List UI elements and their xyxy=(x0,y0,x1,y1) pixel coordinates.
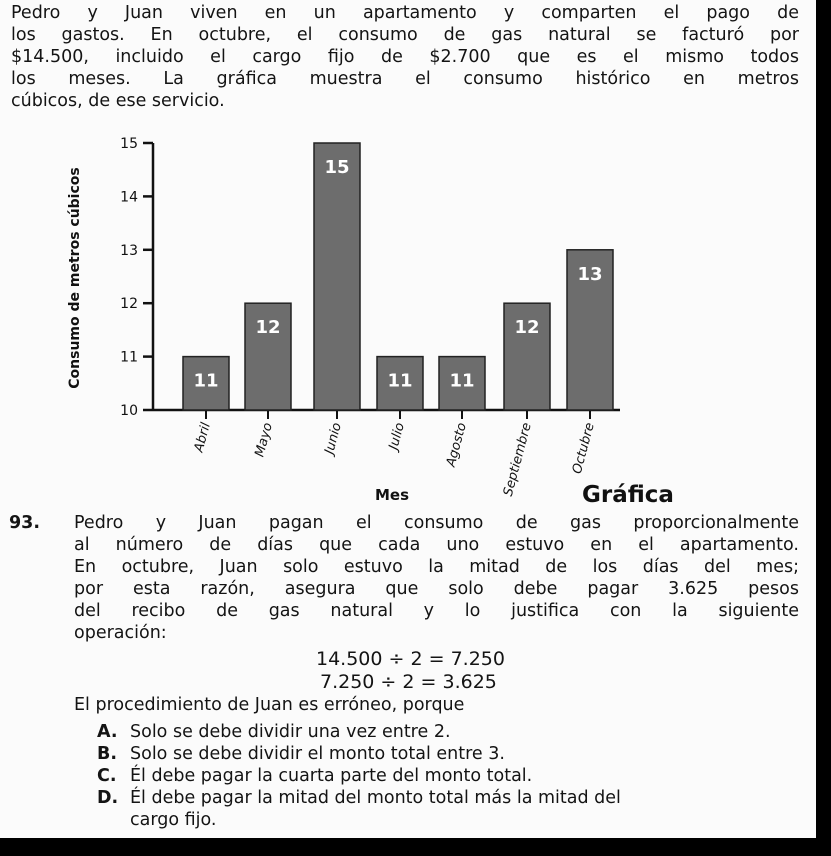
option-d-text-line-1[interactable]: Él debe pagar la mitad del monto total más la mitad del xyxy=(130,788,621,808)
x-tick-label: Agosto xyxy=(443,421,470,469)
question-line-2: al número de días que cada uno estuvo en el apartamento. xyxy=(74,535,799,555)
y-tick-label: 14 xyxy=(120,189,138,206)
bar-junio xyxy=(314,143,360,410)
x-tick-label: Julio xyxy=(386,421,408,452)
option-c-letter[interactable]: C. xyxy=(97,766,117,786)
bar-value-label: 11 xyxy=(193,370,219,392)
x-tick-label: Abril xyxy=(191,421,214,454)
bar-chart xyxy=(60,128,740,512)
option-a-letter[interactable]: A. xyxy=(97,722,118,742)
y-tick-label: 15 xyxy=(120,136,138,152)
question-prompt: El procedimiento de Juan es erróneo, porque xyxy=(74,695,465,715)
option-d-letter[interactable]: D. xyxy=(97,788,119,808)
y-tick-label: 11 xyxy=(120,349,138,366)
intro-line-2: los gastos. En octubre, el consumo de gas natural se facturó por xyxy=(11,25,799,45)
bar-value-label: 11 xyxy=(449,370,475,392)
question-line-4: por esta razón, asegura que solo debe pagar 3.625 pesos xyxy=(74,579,799,599)
intro-line-4: los meses. La gráfica muestra el consumo histórico en metros xyxy=(11,69,799,89)
bar-value-label: 15 xyxy=(324,157,350,178)
operation-1: 14.500 ÷ 2 = 7.250 xyxy=(316,648,505,670)
question-line-3: En octubre, Juan solo estuvo la mitad de los días del mes; xyxy=(74,557,799,577)
option-a-text[interactable]: Solo se debe dividir una vez entre 2. xyxy=(130,722,451,742)
x-tick-label: Junio xyxy=(322,421,345,456)
x-axis-label: Mes xyxy=(374,486,410,504)
x-tick-label: Septiembre xyxy=(500,421,535,498)
bar-value-label: 12 xyxy=(514,317,540,339)
intro-line-5: cúbicos, de ese servicio. xyxy=(11,91,225,111)
option-b-letter[interactable]: B. xyxy=(97,744,117,764)
y-axis-label: Consumo de metros cúbicos xyxy=(67,167,83,389)
question-line-5: del recibo de gas natural y lo justifica con la siguiente xyxy=(74,601,799,621)
y-tick-label: 13 xyxy=(120,242,138,259)
chart-caption: Gráfica xyxy=(582,482,674,508)
intro-line-3: $14.500, incluido el cargo fijo de $2.700 que es el mismo todos xyxy=(11,47,799,67)
bar-value-label: 11 xyxy=(387,370,413,392)
option-c-text[interactable]: Él debe pagar la cuarta parte del monto total. xyxy=(130,766,533,786)
x-tick-label: Octubre xyxy=(569,421,598,476)
option-b-text[interactable]: Solo se debe dividir el monto total entre 3. xyxy=(130,744,505,764)
question-line-6: operación: xyxy=(74,623,167,643)
question-number: 93. xyxy=(9,513,41,533)
bar-value-label: 12 xyxy=(255,317,281,339)
operation-2: 7.250 ÷ 2 = 3.625 xyxy=(320,671,497,693)
x-tick-label: Mayo xyxy=(252,421,276,459)
option-d-text-line-2[interactable]: cargo fijo. xyxy=(130,810,217,830)
y-tick-label: 10 xyxy=(120,403,138,419)
intro-line-1: Pedro y Juan viven en un apartamento y comparten el pago de xyxy=(11,3,799,23)
bar-value-label: 13 xyxy=(577,263,603,285)
y-tick-label: 12 xyxy=(120,296,138,313)
question-line-1: Pedro y Juan pagan el consumo de gas proporcionalmente xyxy=(74,513,799,533)
